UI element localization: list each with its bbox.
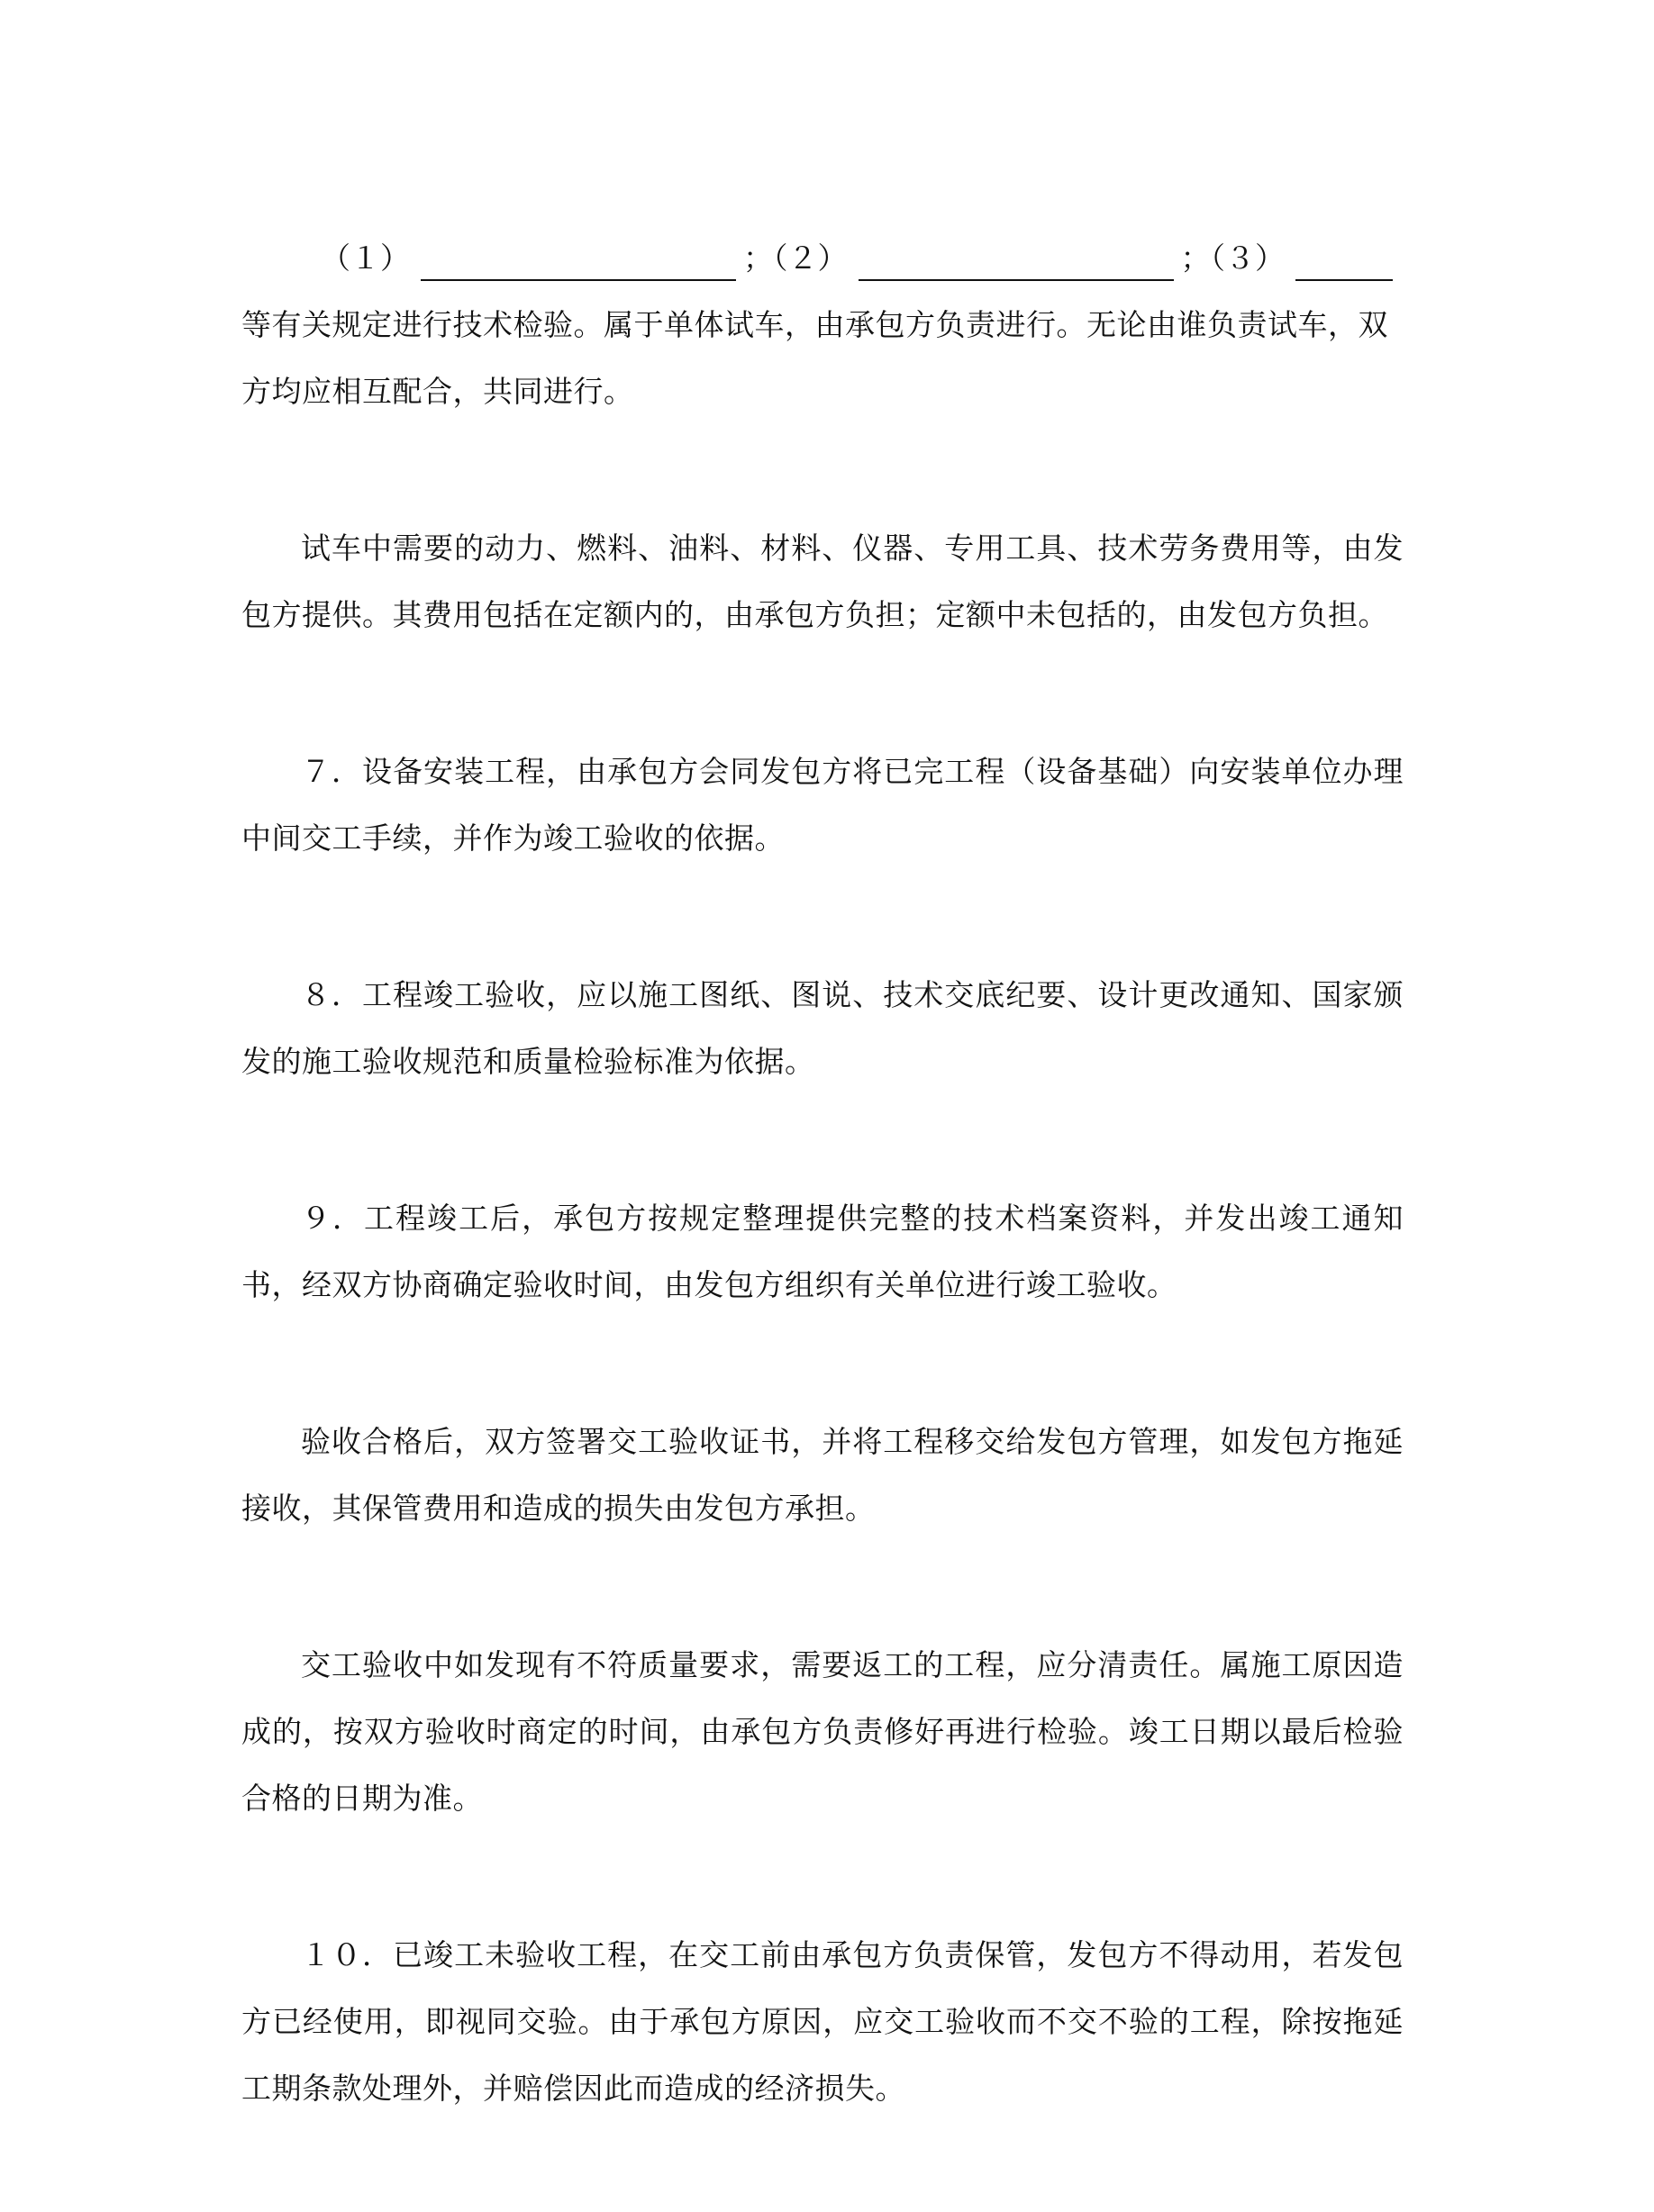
fill-in-blank-3[interactable] [1295,240,1393,281]
paragraph-clause-9: ９．工程竣工后，承包方按规定整理提供完整的技术档案资料，并发出竣工通知书，经双方协商确定验收时间，由发包方组织有关单位进行竣工验收。 [241,1201,1404,1302]
fill-in-blank-1[interactable] [421,240,736,281]
blank-label-2: ；（２） [743,240,848,276]
fill-in-blank-2[interactable] [859,240,1174,281]
blank-label-3: ；（３） [1180,240,1285,276]
paragraph-trial-costs: 试车中需要的动力、燃料、油料、材料、仪器、专用工具、技术劳务费用等，由发包方提供。其费用包括在定额内的，由承包方负担；定额中未包括的，由发包方负担。 [241,530,1404,632]
fill-in-line [241,225,1404,292]
blank-label-1: （１） [321,240,410,276]
paragraph-clause-8: ８．工程竣工验收，应以施工图纸、图说、技术交底纪要、设计更改通知、国家颁发的施工验收规范和质量检验标准为依据。 [241,977,1404,1079]
paragraph-clause-7: ７．设备安装工程，由承包方会同发包方将已完工程（设备基础）向安装单位办理中间交工手续，并作为竣工验收的依据。 [241,754,1404,856]
paragraph-trial-continuation: 等有关规定进行技术检验。属于单体试车，由承包方负责进行。无论由谁负责试车，双方均应相互配合，共同进行。 [241,307,1388,409]
document-page [241,225,1404,2212]
paragraph-clause-10: １０．已竣工未验收工程，在交工前由承包方负责保管，发包方不得动用，若发包方已经使用，即视同交验。由于承包方原因，应交工验收而不交不验的工程，除按拖延工期条款处理外，并赔偿因此而造成的经济损失。 [241,1937,1404,2106]
paragraph-defects: 交工验收中如发现有不符质量要求，需要返工的工程，应分清责任。属施工原因造成的，按双方验收时商定的时间，由承包方负责修好再进行检验。竣工日期以最后检验合格的日期为准。 [241,1647,1404,1816]
paragraph-acceptance: 验收合格后，双方签署交工验收证书，并将工程移交给发包方管理，如发包方拖延接收，其保管费用和造成的损失由发包方承担。 [241,1424,1404,1526]
